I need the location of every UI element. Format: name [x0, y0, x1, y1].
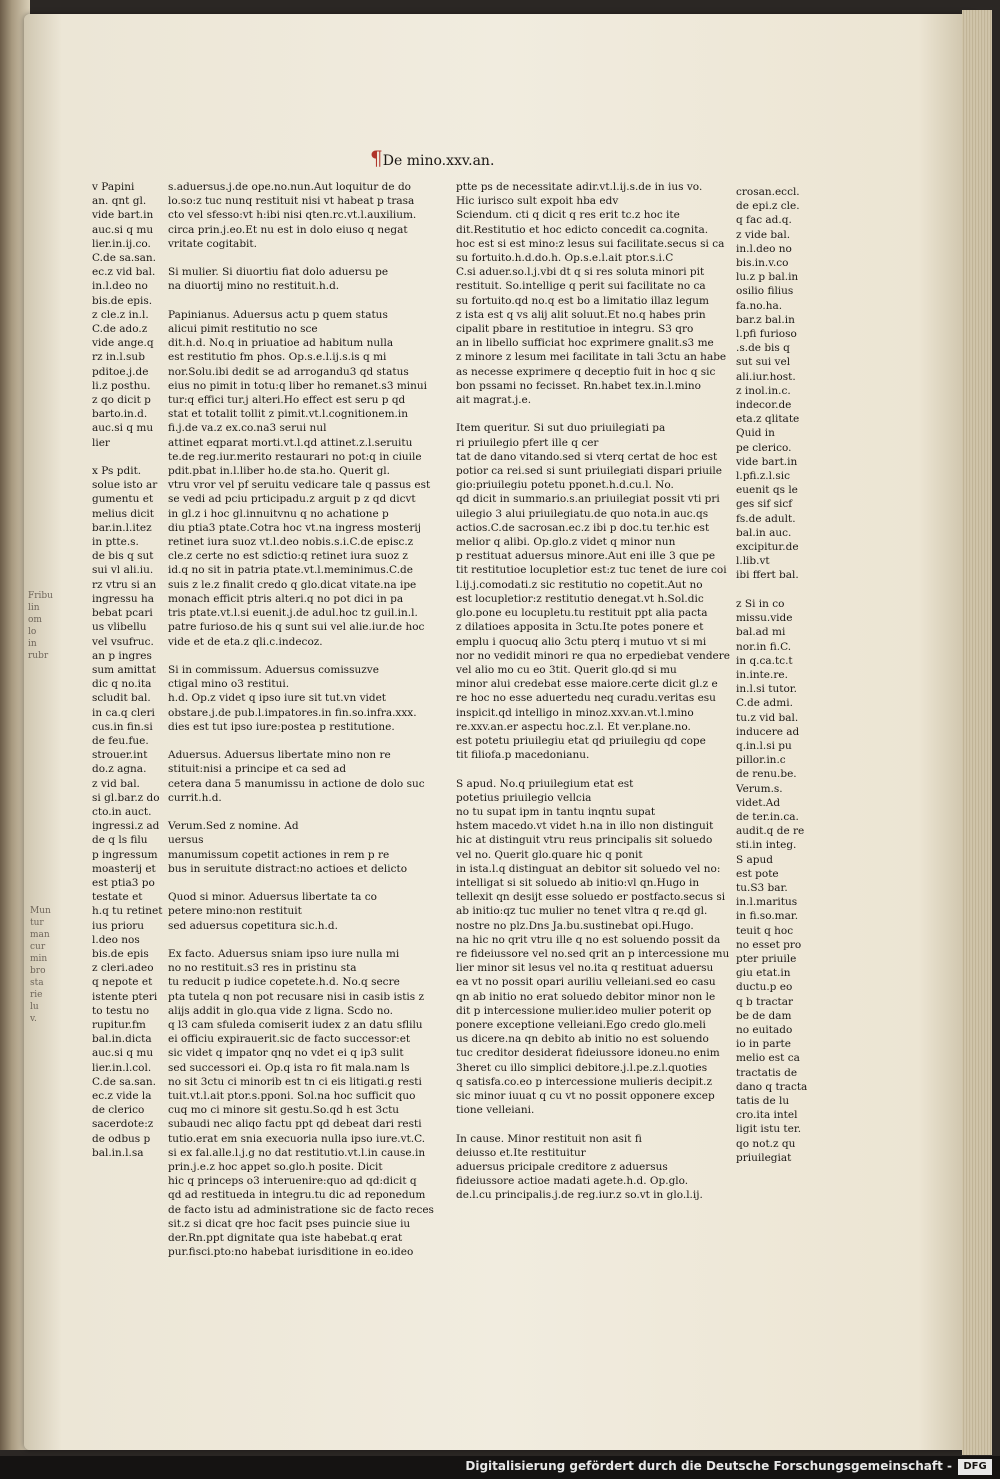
- left-gloss-column: v Papini an. qnt gl. vide bart.in auc.si q mu lier.in.ij.co. C.de sa.san. ec.z vid bal. in.l.deo no bis.de epis. z cle.z in.l. C.de ado.z vide ange.q rz in.l.sub pditoe.j.de li.z posthu. z qo dicit p barto.in.d. auc.si q mu lier x Ps pdit. solue isto ar gumentu et melius dicit bar.in.l.itez in ptte.s. de bis q sut sui vl ali.iu. rz vtru si an ingressu ha bebat pcari us vlibellu vel vsufruc. an p ingres sum amittat dic q no.ita scludit bal. in ca.q cleri cus.in fin.si de feu.fue. strouer.int do.z agna. z vid bal. si gl.bar.z do cto.in auct. ingressi.z ad de q ls filu p ingressum moasterij et est ptia3 po testate et h.q tu retinet ius prioru l.deo nos bis.de epis z cleri.adeo q nepote et istente pteri to testu no rupitur.fm bal.in.dicta auc.si q mu lier.in.l.col. C.de sa.san. ec.z vide la de clerico sacerdote:z de odbus p bal.in.l.sa: [92, 181, 163, 1159]
- dfg-logo: DFG: [958, 1459, 992, 1475]
- handwritten-margin-note-lower: Mun tur man cur min bro sta rie lu v.: [30, 906, 51, 1024]
- running-header: [370, 146, 494, 170]
- running-title: De mino.xxv.an.: [382, 153, 495, 169]
- handwritten-margin-note-upper: Fribu lin om lo in rubr: [28, 591, 53, 661]
- page-stack-edge: [962, 10, 992, 1455]
- digitization-credit: Digitalisierung gefördert durch die Deutsche Forschungsgemeinschaft -: [465, 1459, 952, 1473]
- main-text-right-column: ptte ps de necessitate adir.vt.l.ij.s.de in ius vo. Hic iurisco sult expoit hba edv Sciendum. cti q dicit q res erit tc.z hoc ite dit.Restitutio et hoc edicto concedit ca.cognita. hoc est si est mino:z lesus sui facilitate.secus si ca su fortuito.h.d.do.h. Op.s.e.l.ait ptor.s.i.C C.si aduer.so.l.j.vbi dt q si res soluta minori pit restituit. So.intellige q perit sui facilitate no ca su fortuito.qd no.q est bo a limitatio illaz legum z ista est q vs alij alit soluut.Et no.q habes prin cipalit pbare in restitutioe in integru. S3 qro an in libello sufficiat hoc exprimere gnalit.s3 me z minore z lesum mei facilitate in tali 3ctu an habe as necesse exprimere q deceptio fuit in hoc q sic bon pssami no fecisset. Rn.habet tex.in.l.mino ait magrat.j.e. Item queritur. Si sut duo priuilegiati pa ri priuilegio pfert ille q cer tat de dano vitando.sed si vterq certat de hoc est potior ca rei.sed si sunt priuilegiati dispari priuile gio:priuilegiu potetu pponet.h.d.cu.l. No. qd dicit in summario.s.an priuilegiat possit vti pri uilegio 3 alui priuilegiatu.de quo nota.in auc.qs actios.C.de sacrosan.ec.z ibi p doc.tu ter.hic est melior q alibi. Op.glo.z videt q minor nun p restituat aduersus minore.Aut eni ille 3 que pe tit restitutioe locupletior est:z tuc tenet de iure coi l.ij.j.comodati.z sic restitutio no copetit.Aut no est locupletior:z restitutio denegat.vt h.Sol.dic glo.pone eu locupletu.tu restituit ppt alia pacta z dilatioes apposita in 3ctu.Ite potes ponere et emplu i quocuq alio 3ctu pterq i mutuo vt si mi nor no vedidit minori re qua no erpediebat vendere vel alio mo cu eo 3tit. Querit glo.qd si mu minor alui credebat esse maiore.certe dicit gl.z e re hoc no esse aduertedu neq curadu.veritas esu inspicit.qd intelligo in minoz.xxv.an.vt.l.mino re.xxv.an.er aspectu hoc.z.l. Et ver.plane.no. est potetu priuilegiu etat qd priuilegiu qd cope tit filiofa.p macedonianu. S apud. No.q priuilegium etat est potetius priuilegio vellcia no tu supat ipm in tantu inqntu supat hstem macedo.vt videt h.na in illo non distinguit hic at distinguit vtru reus principalis sit soluedo vel no. Querit glo.quare hic q ponit in ista.l.q distinguat an debitor sit soluedo vel no: intelligat si sit soluedo ab initio:vl qn.Hugo in tellexit qn desijt esse soluedo er postfacto.secus si ab initio:qz tuc mulier no tenet vltra q re.qd gl. nostre no plz.Dns Ja.bu.sustinebat opi.Hugo. na hic no qrit vtru ille q no est soluendo possit da re fideiussore vel no.sed qrit an p intercessione mu lier minor sit lesus vel no.ita q restituat aduersu ea vt no possit opari auriliu velleiani.sed eo casu qn ab initio no erat soluedo debitor minor non le dit p intercessione mulier.ideo mulier poterit op ponere exceptione velleiani.Ego credo glo.meli us dicere.na qn debito ab initio no est soluendo tuc creditor desiderat fideiussore idoneu.no enim 3heret cu illo simplici debitore.j.l.pe.z.l.quoties q satisfa.co.eo p intercessione mulieris decipit.z sic minor iuuat q cu vt no possit opponere excep tione velleiani. In cause. Minor restituit non asit fi deiusso et.Ite restituitur aduersus pricipale creditore z aduersus fideiussore actioe madati agete.h.d. Op.glo. de.l.cu principalis.j.de reg.iur.z so.vt in glo.l.ij.: [456, 181, 730, 1202]
- paragraph-mark-icon: ¶: [370, 146, 383, 170]
- right-gloss-column: crosan.eccl. de epi.z cle. q fac ad.q. z vide bal. in.l.deo no bis.in.v.co lu.z p bal.in osilio filius fa.no.ha. bar.z bal.in l.pfi furioso .s.de bis q sut sui vel ali.iur.host. z inol.in.c. indecor.de eta.z qlitate Quid in pe clerico. vide bart.in l.pfi.z.l.sic euenit qs le ges sif sicf fs.de adult. bal.in auc. excipitur.de l.lib.vt ibi ffert bal. z Si in co missu.vide bal.ad mi nor.in fi.C. in q.ca.tc.t in.inte.re. in.l.si tutor. C.de admi. tu.z vid bal. inducere ad q.in.l.si pu pillor.in.c de renu.be. Verum.s. videt.Ad de ter.in.ca. audit.q de re sti.in integ. S apud est pote tu.S3 bar. in.l.maritus in fi.so.mar. teuit q hoc no esset pro pter priuile giu etat.in ductu.p eo q b tractar be de dam no euitado io in parte melio est ca tractatis de dano q tracta tatis de lu cro.ita intel ligit istu ter. qo not.z qu priuilegiat: [736, 186, 808, 1164]
- main-text-left-column: s.aduersus.j.de ope.no.nun.Aut loquitur de do lo.so:z tuc nunq restituit nisi vt habeat p trasa cto vel sfesso:vt h:ibi nisi qten.rc.vt.l.auxilium. circa prin.j.eo.Et nu est in dolo eiuso q negat vritate cogitabit. Si mulier. Si diuortiu fiat dolo aduersu pe na diuortij mino no restituit.h.d. Papinianus. Aduersus actu p quem status alicui pimit restitutio no sce dit.h.d. No.q in priuatioe ad habitum nulla est restitutio fm phos. Op.s.e.l.ij.s.is q mi nor.Solu.ibi dedit se ad arrogandu3 qd status eius no pimit in totu:q liber ho remanet.s3 minui tur:q effici tur.j alteri.Ho effect est seru p qd stat et totalit tollit z pimit.vt.l.cognitionem.in fi.j.de va.z ex.co.na3 serui nul attinet eqparat morti.vt.l.qd attinet.z.l.seruitu te.de reg.iur.merito restaurari no pot:q in ciuile pdit.pbat in.l.liber ho.de sta.ho. Querit gl. vtru vror vel pf seruitu vedicare tale q passus est se vedi ad pciu prticipadu.z arguit p z qd dicvt in gl.z i hoc gl.innuitvnu q no achatione p diu ptia3 ptate.Cotra hoc vt.na ingress mosterij retinet iura suoz vt.l.deo nobis.s.i.C.de episc.z cle.z certe no est sdictio:q retinet iura suoz z id.q no sit in patria ptate.vt.l.meminimus.C.de suis z le.z finalit credo q glo.dicat vitate.na ipe monach efficit ptris alteri.q no pot dici in pa tris ptate.vt.l.si euenit.j.de adul.hoc tz guil.in.l. patre furioso.de his q sunt sui vel alie.iur.de hoc vide et de eta.z qli.c.indecoz. Si in commissum. Aduersus comissuzve ctigal mino o3 restitui. h.d. Op.z videt q ipso iure sit tut.vn videt obstare.j.de pub.l.impatores.in fin.so.infra.xxx. dies est tut ipso iure:postea p restitutione. Aduersus. Aduersus libertate mino non re stituit:nisi a principe et ca sed ad cetera dana 5 manumissu in actione de dolo suc currit.h.d. Verum.Sed z nomine. Ad uersus manumissum copetit actiones in rem p re bus in seruitute distract:no actioes et delicto Quod si minor. Aduersus libertate ta co petere mino:non restituit sed aduersus copetitura sic.h.d. Ex facto. Aduersus sniam ipso iure nulla mi no no restituit.s3 res in pristinu sta tu reducit p iudice copetete.h.d. No.q secre pta tutela q non pot recusare nisi in casib istis z alijs addit in glo.qua vide z ligna. Scdo no. q l3 cam sfuleda comiserit iudex z an datu sflilu ei officiu expirauerit.sic de facto successor:et sic videt q impator qnq no vdet ei q ip3 sulit sed successori ei. Op.q ista ro fit mala.nam ls no sit 3ctu ci minorib est tn ci eis litigati.g resti tuit.vt.l.ait ptor.s.pponi. Sol.na hoc sufficit quo cuq mo ci minore sit gestu.So.qd h est 3ctu subaudi nec aliqo factu ppt qd debeat dari resti tutio.erat em snia execuoria nulla ipso iure.vt.C. si ex fal.alle.l.j.g no dat restitutio.vt.l.in cause.in prin.j.e.z hoc appet so.glo.h posite. Dicit hic q princeps o3 interuenire:quo ad qd:dicit q qd ad restitueda in integru.tu dic ad reponedum de facto istu ad administratione sic de facto reces sit.z si dicat qre hoc facit pses puincie siue iu der.Rn.ppt dignitate qua iste habebat.q erat pur.fisci.pto:no habebat iurisditione in eo.ideo: [168, 181, 434, 1259]
